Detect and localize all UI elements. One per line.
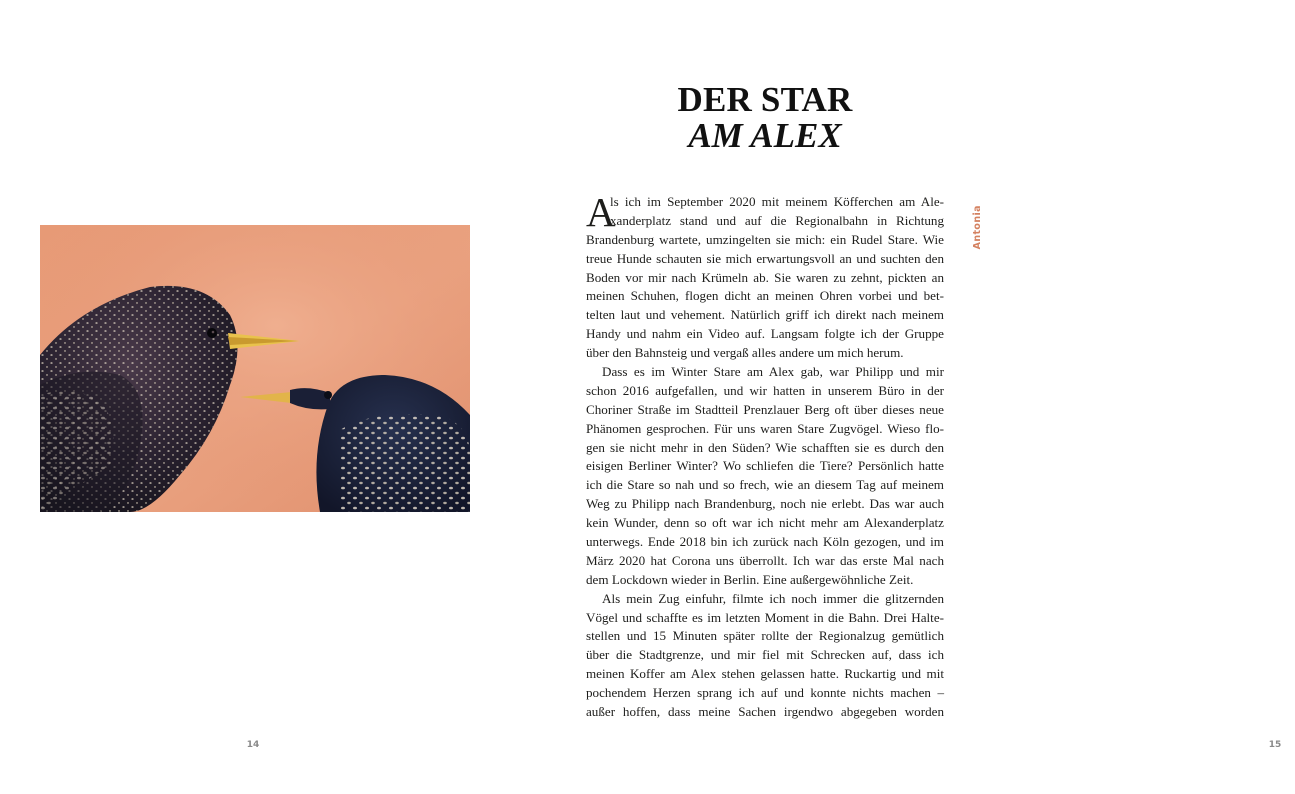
text-line: Vögel und schaffte es im letzten Moment in die Bahn. Drei Halte- xyxy=(586,609,944,625)
page-number: 15 xyxy=(1268,740,1282,750)
text-line: über den Bahnsteig und vergaß alles andere um mich herum. xyxy=(586,345,904,361)
text-line: stellen und 15 Minuten später rollte der Regionalzug gemütlich xyxy=(586,628,944,644)
text-line: pochendem Herzen sprang ich auf und konnte nichts machen – xyxy=(586,685,944,701)
text-line: telten laut und vehement. Natürlich griff ich direkt nach meinem xyxy=(586,307,944,323)
text-line: gen sie nicht mehr in den Süden? Wie schafften sie es durch den xyxy=(586,439,944,455)
text-line: außer hoffen, dass meine Sachen irgendwo abgegeben worden xyxy=(586,704,944,720)
right-page xyxy=(510,0,1282,794)
body-text xyxy=(586,189,944,722)
text-line: Als mein Zug einfuhr, filmte ich noch immer die glitzernden xyxy=(602,590,944,606)
text-line: Dass es im Winter Stare am Alex gab, war Philipp und mir xyxy=(602,364,944,380)
text-line: unterwegs. Ende 2018 bin ich zurück nach Köln gezogen, und im xyxy=(586,534,944,550)
text-line: Boden vor mir nach Krümeln ab. Sie waren zu zehnt, pickten an xyxy=(586,269,944,285)
text-line: xanderplatz stand und auf die Regionalbahn in Richtung xyxy=(610,212,944,228)
chapter-title-line2: AM ALEX xyxy=(688,116,842,155)
author-side-label: Antonia xyxy=(972,205,983,250)
text-line: Brandenburg wartete, umzingelten sie mich: ein Rudel Stare. Wie xyxy=(586,231,944,247)
text-line: ls ich im September 2020 mit meinem Köfferchen am Ale- xyxy=(610,194,944,209)
text-line: meinen Koffer am Alex stehen gelassen hatte. Ruckartig und mit xyxy=(586,666,944,682)
page-number: 14 xyxy=(246,740,260,750)
text-line: über die Stadtgrenze, und mir fiel mit Schrecken auf, dass ich xyxy=(586,647,944,663)
text-line: Weg zu Philipp nach Brandenburg, noch nie erlebt. Das war auch xyxy=(586,496,944,512)
text-line: Choriner Straße im Stadtteil Prenzlauer Berg oft über dieses neue xyxy=(586,401,944,417)
text-line: Handy und nahm ein Video auf. Langsam folgte ich der Gruppe xyxy=(586,326,944,342)
left-page xyxy=(0,0,510,794)
text-line: dem Lockdown wieder in Berlin. Eine außergewöhnliche Zeit. xyxy=(586,571,914,587)
text-line: schon 2016 aufgefallen, und wir hatten in unserem Büro in der xyxy=(586,382,944,398)
text-line: treue Hunde schauten sie mich erwartungsvoll an und suchten den xyxy=(586,250,944,266)
chapter-title xyxy=(610,82,920,154)
text-line: meinen Schuhen, flogen dicht an meinen Ohren vorbei und bet- xyxy=(586,288,944,304)
text-line: Phänomen gesprochen. Für uns waren Stare Zugvögel. Wieso flo- xyxy=(586,420,944,436)
drop-cap: A xyxy=(586,189,616,235)
chapter-title-line1: DER STAR xyxy=(677,80,853,119)
text-line: März 2020 hat Corona uns überrollt. Ich war das erste Mal nach xyxy=(586,552,944,568)
starlings-illustration xyxy=(40,225,470,512)
starlings-photo xyxy=(40,225,470,512)
text-line: ich die Stare so nah und so frech, wie an diesem Tag auf meinem xyxy=(586,477,944,493)
text-line: eisigen Berliner Winter? Wo schliefen die Tiere? Persönlich hatte xyxy=(586,458,944,474)
text-line: kein Wunder, denn so oft war ich nicht mehr am Alexanderplatz xyxy=(586,515,944,531)
